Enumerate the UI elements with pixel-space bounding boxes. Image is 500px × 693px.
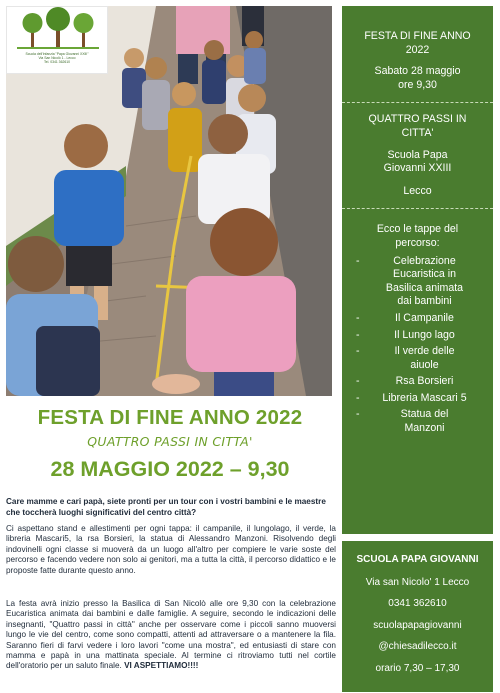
event-theme: QUATTRO PASSI IN CITTA' <box>368 113 467 139</box>
event-title: FESTA DI FINE ANNO 2022 <box>364 30 471 56</box>
list-item: - Il Campanile <box>356 311 454 324</box>
closing-greeting: VI ASPETTIAMO!!!! <box>124 661 199 671</box>
logo-caption: Scuola dell'Infanzia "Papa Giovanni XXIII" Via San Nicolò 1 - Lecco Tel. 0341 362610 <box>25 52 89 65</box>
event-date: Sabato 28 maggio ore 9,30 <box>374 65 461 91</box>
opening-hours: orario 7,30 – 17,30 <box>375 662 460 674</box>
school-logo <box>6 6 108 74</box>
event-date-heading: 28 MAGGIO 2022 – 9,30 <box>50 457 290 481</box>
school-name: SCUOLA PAPA GIOVANNI <box>356 554 479 565</box>
page-title: FESTA DI FINE ANNO 2022 <box>37 406 303 429</box>
event-venue: Scuola Papa Giovanni XXIII <box>383 148 452 175</box>
contact-panel <box>342 541 493 692</box>
social-account: scuolapapagiovanni <box>373 619 462 631</box>
trees-logo-icon <box>7 7 109 53</box>
description-paragraph-1: Ci aspettano stand e allestimenti per ogni tappa: il campanile, il lungolago, il verde, la libreria Mascari5, la rsa Borsieri, la statua di Alessandro Manzoni. Risolvendo degli indovinelli ogni classe si muoverà da un luogo all'altro per compiere le varie soste del percorso e facendo vedere non solo ai genitori, ma a tutta la città, il percorso didattico e le proposte fatte durante questo anno. <box>6 524 336 575</box>
description-paragraph-2 <box>6 599 336 672</box>
divider <box>342 102 493 103</box>
paragraph-2-text: La festa avrà inizio presso la Basilica di San Nicolò alle ore 9,30 con la celebrazione Eucaristica animata dai bambini e dalle famiglie. A seguire, secondo le indicazioni delle insegnanti, "Quattro passi in città" anche per osservare come i piccoli sanno muoversi lungo le vie del centro, come sono compatti, attenti ad attraversare o a mantenere la fila. Saranno fieri di farvi vedere i loro lavori "come una mostra", ed entusiasti di stare con mamma e papà in una mattinata speciale. Al termine ci ritroviamo tutti nel cortile dell'oratorio per un saluto finale. <box>6 599 336 671</box>
list-item: - Libreria Mascari 5 <box>356 391 467 404</box>
intro-text: Care mamme e cari papà, siete pronti per un tour con i vostri bambini e le maestre che toccherà luoghi significativi del centro città? <box>6 497 326 517</box>
event-city: Lecco <box>403 184 432 197</box>
social-handle: @chiesadilecco.it <box>378 641 457 653</box>
stops-list <box>342 251 493 436</box>
list-item: - Statua del Manzoni <box>356 408 449 435</box>
list-item: - Il Lungo lago <box>356 328 455 341</box>
list-item: - Il verde delle aiuole <box>356 345 455 371</box>
page-subtitle: QUATTRO PASSI IN CITTA' <box>87 434 253 449</box>
list-item: - Celebrazione Eucaristica in Basilica animata dai bambini <box>356 254 464 308</box>
divider <box>342 208 493 209</box>
school-phone: 0341 362610 <box>388 598 447 610</box>
event-info-panel <box>342 6 493 534</box>
school-address: Via san Nicolo' 1 Lecco <box>365 576 470 588</box>
list-item: - Rsa Borsieri <box>356 375 454 388</box>
stops-intro: Ecco le tappe del percorso: <box>376 223 459 249</box>
